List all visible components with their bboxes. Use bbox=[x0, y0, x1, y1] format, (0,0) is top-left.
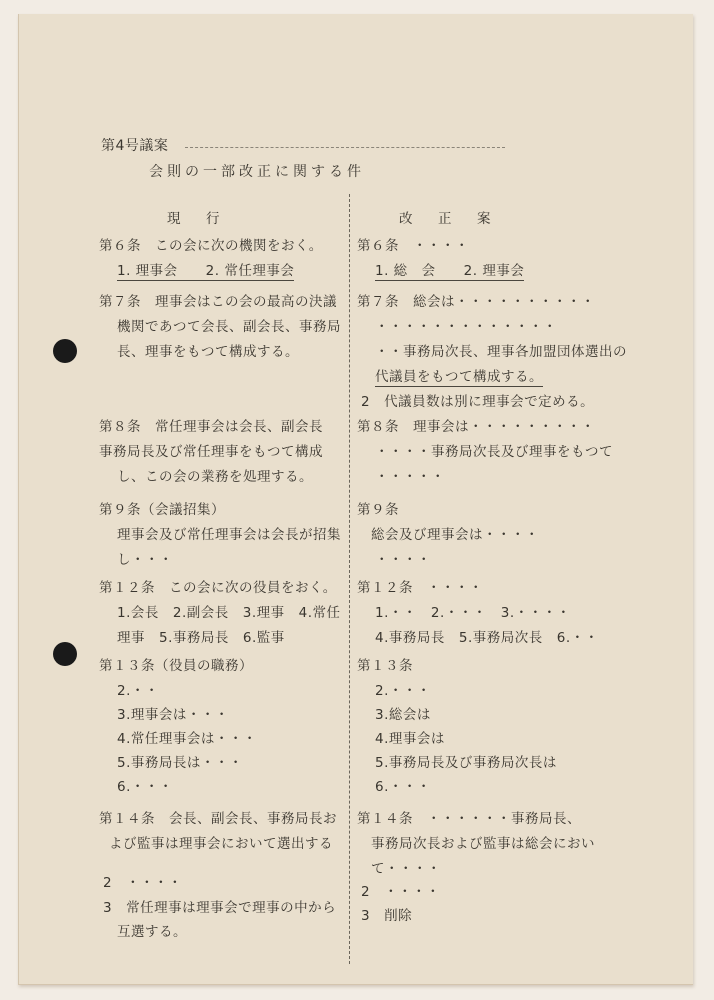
right-line-1: 1. 総 会 2. 理事会 bbox=[375, 259, 524, 281]
left-line-5: 第８条 常任理事会は会長、副会長 bbox=[99, 419, 323, 435]
right-line-10: 第９条 bbox=[357, 502, 399, 518]
right-line-4: ・・事務局次長、理事各加盟団体選出の bbox=[375, 344, 627, 360]
left-line-15: 2.・・ bbox=[117, 683, 159, 699]
punch-hole-bottom bbox=[53, 642, 77, 666]
right-line-18: 3.総会は bbox=[375, 707, 431, 723]
right-line-15: 4.事務局長 5.事務局次長 6.・・ bbox=[375, 630, 599, 646]
col-right-heading: 改 正 案 bbox=[399, 211, 497, 227]
doc-subtitle: 会則の一部改正に関する件 bbox=[149, 164, 365, 180]
left-line-16: 3.理事会は・・・ bbox=[117, 707, 229, 723]
right-line-3: ・・・・・・・・・・・・・ bbox=[375, 319, 557, 335]
left-line-14: 第１３条（役員の職務） bbox=[99, 658, 253, 674]
left-line-13: 理事 5.事務局長 6.監事 bbox=[117, 630, 285, 646]
right-line-24: て・・・・ bbox=[371, 861, 441, 877]
right-line-16: 第１３条 bbox=[357, 658, 413, 674]
right-line-2: 第７条 総会は・・・・・・・・・・ bbox=[357, 294, 595, 310]
right-line-8: ・・・・事務局次長及び理事をもつて bbox=[375, 444, 613, 460]
left-line-1: 1. 理事会 2. 常任理事会 bbox=[117, 259, 294, 281]
right-line-6: 2 代議員数は別に理事会で定める。 bbox=[361, 394, 595, 410]
left-line-3: 機関であつて会長、副会長、事務局 bbox=[117, 319, 341, 335]
left-line-2: 第７条 理事会はこの会の最高の決議 bbox=[99, 294, 337, 310]
left-line-6: 事務局長及び常任理事をもつて構成 bbox=[99, 444, 323, 460]
left-line-0: 第６条 この会に次の機関をおく。 bbox=[99, 238, 323, 254]
left-line-21: よび監事は理事会において選出する bbox=[109, 836, 333, 852]
left-line-10: し・・・ bbox=[117, 552, 173, 568]
right-line-20: 5.事務局長及び事務局次長は bbox=[375, 755, 557, 771]
right-line-12: ・・・・ bbox=[375, 552, 431, 568]
right-line-5: 代議員をもつて構成する。 bbox=[375, 365, 543, 387]
left-line-7: し、この会の業務を処理する。 bbox=[117, 469, 313, 485]
right-line-7: 第８条 理事会は・・・・・・・・・ bbox=[357, 419, 595, 435]
column-divider bbox=[349, 194, 350, 964]
left-line-24: 互選する。 bbox=[117, 924, 187, 940]
right-line-26: 3 削除 bbox=[361, 908, 413, 924]
left-line-12: 1.会長 2.副会長 3.理事 4.常任 bbox=[117, 605, 341, 621]
left-line-4: 長、理事をもつて構成する。 bbox=[117, 344, 299, 360]
left-line-17: 4.常任理事会は・・・ bbox=[117, 731, 257, 747]
left-line-11: 第１２条 この会に次の役員をおく。 bbox=[99, 580, 337, 596]
col-left-heading: 現 行 bbox=[167, 211, 226, 227]
right-line-23: 事務局次長および監事は総会におい bbox=[371, 836, 595, 852]
doc-title: 第4号議案 bbox=[101, 138, 169, 154]
punch-hole-top bbox=[53, 339, 77, 363]
left-line-9: 理事会及び常任理事会は会長が招集 bbox=[117, 527, 341, 543]
left-line-22: 2 ・・・・ bbox=[103, 875, 183, 891]
header-dash-line bbox=[185, 147, 505, 148]
right-line-22: 第１４条 ・・・・・・事務局長、 bbox=[357, 811, 581, 827]
right-line-21: 6.・・・ bbox=[375, 779, 431, 795]
left-line-8: 第９条（会議招集） bbox=[99, 502, 225, 518]
right-line-11: 総会及び理事会は・・・・ bbox=[371, 527, 539, 543]
left-line-19: 6.・・・ bbox=[117, 779, 173, 795]
right-line-17: 2.・・・ bbox=[375, 683, 431, 699]
right-line-14: 1.・・ 2.・・・ 3.・・・・ bbox=[375, 605, 571, 621]
right-line-0: 第６条 ・・・・ bbox=[357, 238, 469, 254]
paper-sheet bbox=[18, 14, 693, 985]
right-line-19: 4.理事会は bbox=[375, 731, 445, 747]
left-line-23: 3 常任理事は理事会で理事の中から bbox=[103, 900, 337, 916]
right-line-13: 第１２条 ・・・・ bbox=[357, 580, 483, 596]
left-line-20: 第１４条 会長、副会長、事務局長お bbox=[99, 811, 337, 827]
right-line-25: 2 ・・・・ bbox=[361, 884, 441, 900]
right-line-9: ・・・・・ bbox=[375, 469, 445, 485]
left-line-18: 5.事務局長は・・・ bbox=[117, 755, 243, 771]
